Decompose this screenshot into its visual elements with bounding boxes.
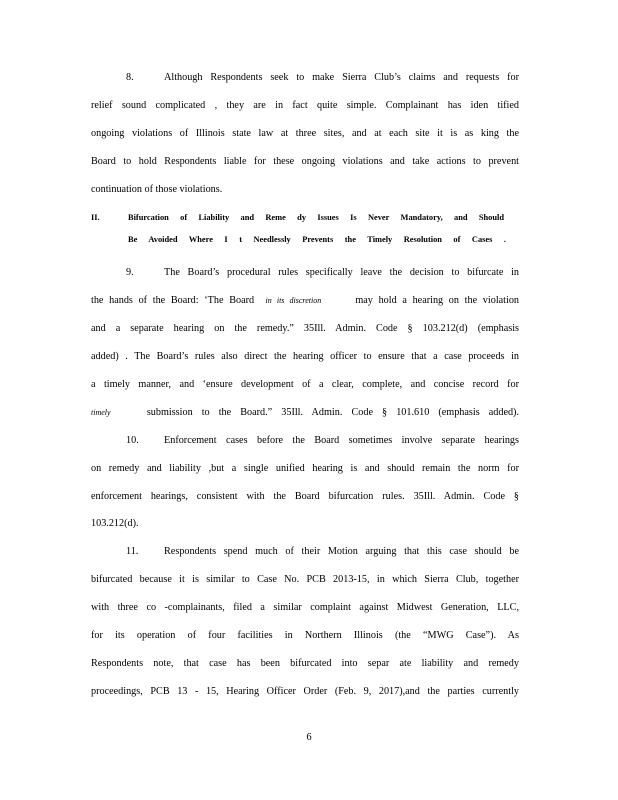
paragraph-11-line-4: for its operation of four facilities in Northern Illinois (the “MWG Case”). As: [91, 630, 519, 641]
paragraph-9-line-5: a timely manner, and ‘ensure development of a clear, complete, and concise record for: [91, 379, 519, 390]
paragraph-10-line-2: on remedy and liability ,but a single unified hearing is and should remain the norm for: [91, 463, 519, 474]
paragraph-9-line-1: 9. The Board’s procedural rules specifically leave the decision to bifurcate in: [126, 267, 519, 278]
paragraph-11-line-6: proceedings, PCB 13 - 15, Hearing Officer Order (Feb. 9, 2017),and the parties currently: [91, 686, 519, 697]
paragraph-8-line-5: continuation of those violations.: [91, 184, 223, 195]
paragraph-11-line-5: Respondents note, that case has been bifurcated into separ ate liability and remedy: [91, 658, 519, 669]
paragraph-10-line-1: 10. Enforcement cases before the Board sometimes involve separate hearings: [126, 435, 519, 446]
page-number: 6: [306, 732, 312, 743]
paragraph-10-line-4: 103.212(d).: [91, 518, 139, 529]
section-heading-line-2: Be Avoided Where I t Needlessly Prevents the Timely Resolution of Cases .: [128, 235, 506, 244]
paragraph-number: 10.: [126, 435, 139, 446]
paragraph-9-line-4: added) . The Board’s rules also direct the hearing officer to ensure that a case proceeds in: [91, 351, 519, 362]
paragraph-9-line-3: and a separate hearing on the remedy.” 35Ill. Admin. Code § 103.212(d) (emphasis: [91, 323, 519, 334]
paragraph-9-line-6: timely submission to the Board.” 35Ill. Admin. Code § 101.610 (emphasis added).: [91, 407, 519, 418]
paragraph-10-line-3: enforcement hearings, consistent with the Board bifurcation rules. 35Ill. Admin. Code §: [91, 491, 519, 502]
paragraph-11-line-2: bifurcated because it is similar to Case No. PCB 2013-15, in which Sierra Club, together: [91, 574, 519, 585]
paragraph-8-line-1: 8. Although Respondents seek to make Sierra Club’s claims and requests for: [126, 72, 519, 83]
paragraph-9-line-2: the hands of the Board: ‘The Board in its discretion may hold a hearing on the violation: [91, 295, 520, 306]
section-heading-line-1: Bifurcation of Liability and Reme dy Issues Is Never Mandatory, and Should: [128, 213, 504, 222]
paragraph-11-line-1: 11. Respondents spend much of their Motion arguing that this case should be: [126, 546, 519, 557]
paragraph-11-line-3: with three co -complainants, filed a similar complaint against Midwest Generation, LLC,: [91, 602, 519, 613]
paragraph-8-line-3: ongoing violations of Illinois state law at three sites, and at each site it is as king the: [91, 128, 519, 139]
paragraph-8-line-4: Board to hold Respondents liable for these ongoing violations and take actions to prevent: [91, 156, 519, 167]
paragraph-8-line-2: relief sound complicated , they are in fact quite simple. Complainant has iden tified: [91, 100, 519, 111]
paragraph-number: 9.: [126, 267, 134, 278]
paragraph-number: 8.: [126, 72, 134, 83]
italic-emphasis: in its discretion: [265, 296, 322, 305]
italic-emphasis: timely: [91, 408, 111, 417]
section-heading-number: II.: [91, 213, 100, 222]
paragraph-number: 11.: [126, 546, 139, 557]
